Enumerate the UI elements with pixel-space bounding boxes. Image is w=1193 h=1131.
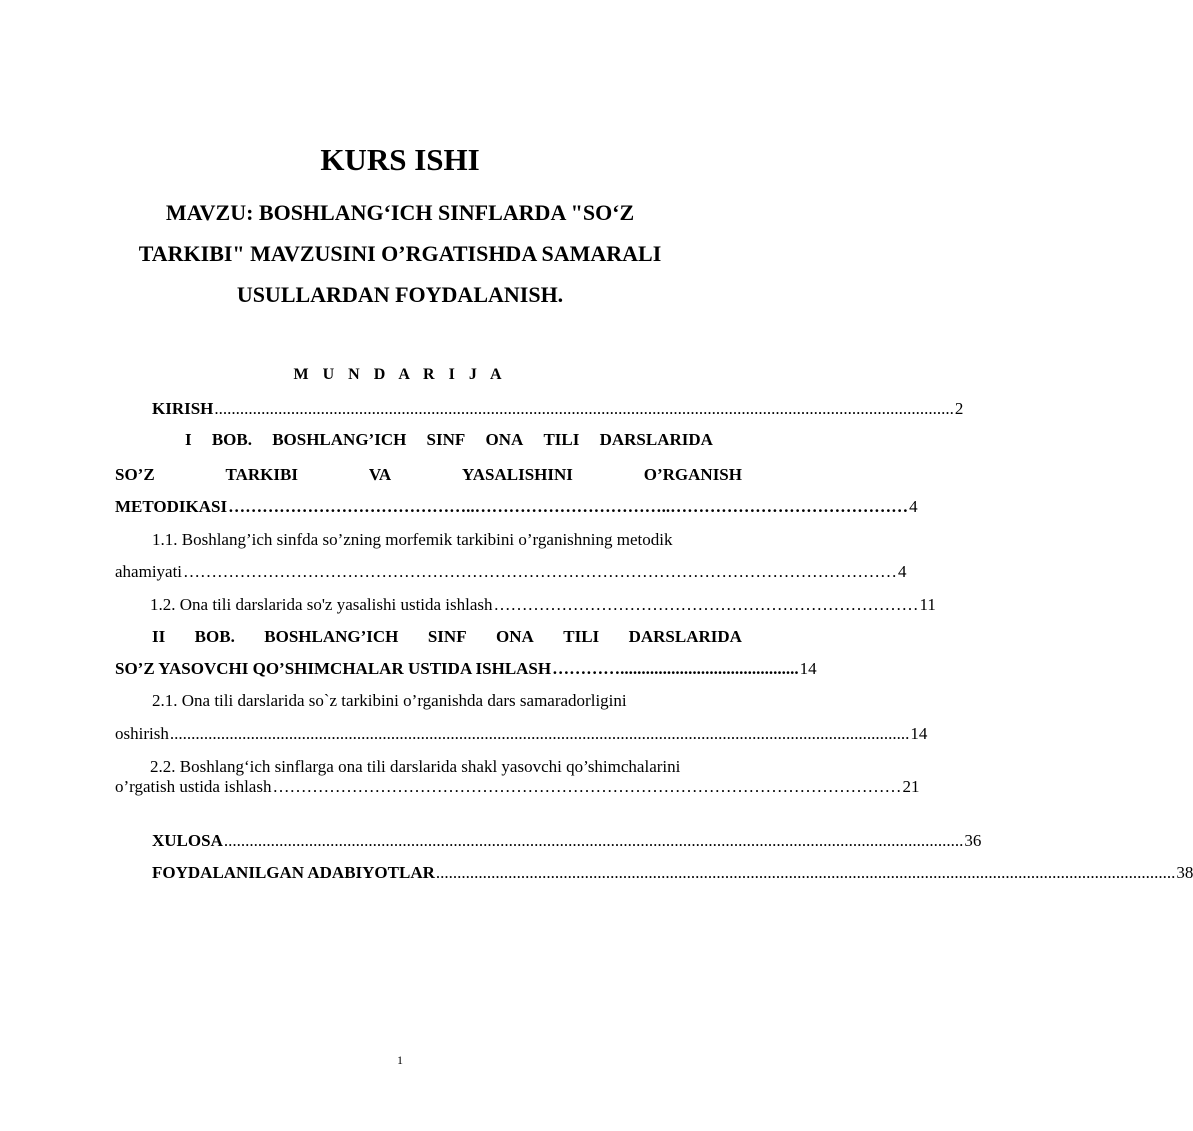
toc-heading: M U N D A R I J A <box>293 366 507 383</box>
toc-page: 14 <box>799 659 817 678</box>
dot-leader: ………………………………………………………………… <box>493 595 919 614</box>
dot-leader: ………………………………………………………………………………………………… <box>272 777 902 796</box>
dot-leader: ………….......................................... <box>552 659 799 678</box>
toc-section-1-1-line1: 1.1. Boshlang’ich sinfda so’zning morfemik tarkibini o’rganishning metodik <box>152 530 673 549</box>
toc-label: METODIKASI <box>115 497 228 516</box>
toc-heading-word: TILI <box>543 430 580 449</box>
toc-heading-word: ONA <box>485 430 524 449</box>
toc-page: 4 <box>898 562 907 581</box>
toc-page: 38 <box>1176 863 1193 882</box>
toc-page: 11 <box>919 595 936 614</box>
dot-leader: ……………………………………..……………………………..…………………………………… <box>228 497 909 516</box>
page-number: 1 <box>397 1053 403 1067</box>
toc-section-2-1-line1: 2.1. Ona tili darslarida so`z tarkibini o’rganishda dars samaradorligini <box>152 691 627 710</box>
toc-heading-word: BOSHLANG’ICH <box>264 627 399 646</box>
toc-page: 21 <box>902 777 920 796</box>
toc-label: oshirish <box>115 724 169 743</box>
toc-label: o’rgatish ustida ishlash <box>115 777 272 796</box>
toc-entry-1-1 <box>115 562 907 582</box>
toc-heading-word: BOSHLANG’ICH <box>272 430 407 449</box>
dot-leader: .............................................................................................................................................................................. <box>169 724 910 743</box>
toc-entry-2-2 <box>115 777 920 797</box>
dot-leader: .............................................................................................................................................................................. <box>214 399 954 418</box>
toc-label: 1.2. Ona tili darslarida so'z yasalishi ustida ishlash <box>150 595 493 614</box>
toc-heading-word: DARSLARIDA <box>599 430 713 449</box>
toc-heading-word: ONA <box>496 627 534 646</box>
topic-line-2: TARKIBI" MAVZUSINI O’RGATISHDA SAMARALI <box>138 241 662 266</box>
toc-chapter1-line2 <box>115 465 742 485</box>
toc-section-2-2-line1: 2.2. Boshlang‘ich sinflarga ona tili darslarida shakl yasovchi qo’shimchalarini <box>150 757 681 776</box>
dot-leader: .............................................................................................................................................................................. <box>435 863 1176 882</box>
toc-heading-word: TILI <box>563 627 600 646</box>
dot-leader: .............................................................................................................................................................................. <box>223 831 964 850</box>
toc-heading-word: SINF <box>426 430 466 449</box>
topic-line-1: MAVZU: BOSHLANG‘ICH SINFLARDA "SO‘Z <box>165 200 635 225</box>
toc-label: SO’Z YASOVCHI QO’SHIMCHALAR USTIDA ISHLASH <box>115 659 552 678</box>
toc-heading-word: II <box>152 627 166 646</box>
toc-heading-word: BOB. <box>211 430 252 449</box>
toc-entry-xulosa <box>152 831 982 851</box>
toc-chapter1-line1 <box>185 430 713 450</box>
toc-heading-word: BOB. <box>194 627 235 646</box>
toc-entry-adabiyotlar <box>152 863 1193 883</box>
toc-heading-word: SO’Z <box>115 465 155 484</box>
toc-heading-word: YASALISHINI <box>462 465 573 484</box>
toc-chapter2-line1 <box>152 627 742 647</box>
topic-line-3: USULLARDAN FOYDALANISH. <box>236 282 564 307</box>
toc-label: XULOSA <box>152 831 223 850</box>
dot-leader: ……………………………………………………………………………………………………………… <box>183 562 898 581</box>
toc-label: KIRISH <box>152 399 214 418</box>
toc-entry-1-2 <box>150 595 936 615</box>
toc-heading-word: SINF <box>427 627 467 646</box>
toc-page: 2 <box>954 399 964 418</box>
toc-page: 4 <box>909 497 918 516</box>
toc-page: 14 <box>910 724 928 743</box>
toc-label: ahamiyati <box>115 562 183 581</box>
toc-heading-word: I <box>185 430 192 449</box>
toc-entry-chapter2 <box>115 659 817 679</box>
toc-heading-word: TARKIBI <box>225 465 298 484</box>
toc-page: 36 <box>964 831 982 850</box>
toc-entry-2-1 <box>115 724 928 744</box>
document-title: KURS ISHI <box>320 142 480 177</box>
toc-heading-word: VA <box>368 465 392 484</box>
toc-heading-word: O’RGANISH <box>643 465 742 484</box>
toc-heading-word: DARSLARIDA <box>628 627 742 646</box>
toc-label: FOYDALANILGAN ADABIYOTLAR <box>152 863 435 882</box>
toc-entry-chapter1 <box>115 497 918 517</box>
toc-entry-kirish <box>152 399 964 419</box>
